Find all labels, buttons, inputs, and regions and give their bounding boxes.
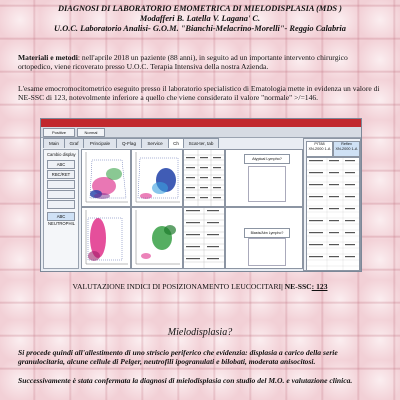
- analyzer-screenshot: [40, 118, 362, 272]
- scatterplot-plt-svg: [132, 208, 182, 268]
- tab-scatter[interactable]: Scat-ter, tab: [183, 138, 219, 148]
- pit88-box: [306, 141, 333, 157]
- blasts-box: [248, 238, 286, 266]
- screenshot-tabs: [41, 138, 301, 148]
- scatterplot-ret-svg: [82, 208, 130, 268]
- poster-authors: Modafferi B. Latella V. Lagana' C.: [139, 14, 261, 23]
- conclusion-heading: Mielodisplasia?: [167, 327, 233, 338]
- sidebar-button-3[interactable]: [47, 180, 75, 189]
- hemo-paragraph: L'esame emocromocitometrico eseguito presso il laboratorio specialistico di Ematologia mette in evidenza un valore di NE-SSC di 123, notevolmente inferiore a quello che viene considerato il valore "normale" >/=146.: [18, 84, 380, 103]
- sidebar-button-4[interactable]: [47, 190, 75, 199]
- results-table: [183, 149, 225, 207]
- scatterplot-wnr: [131, 149, 183, 207]
- caption-text: VALUTAZIONE INDICI DI POSIZIONAMENTO LEUCOCITARI: [72, 282, 282, 291]
- conclusion-section: [10, 294, 390, 400]
- tab-graf[interactable]: Graf: [64, 138, 84, 148]
- figure-caption: [0, 282, 400, 291]
- poster-affiliation: U.O.C. Laboratorio Analisi- G.O.M. "Bianchi-Melacrino-Morelli"- Reggio Calabria: [54, 24, 346, 33]
- methods-paragraph: [18, 53, 382, 72]
- methods-label: Materiali e metodi: [18, 53, 78, 62]
- tab-principale[interactable]: Principale: [83, 138, 117, 148]
- conclusion-paragraph-1: Si procede quindi all'allestimento di uno striscio periferico che evidenzia: displasia a carico della serie granulocitaria, alcune cellule di Pelger, neutrofili ipogranulati e bilobati, moderata anisocitosi.: [18, 348, 338, 367]
- tab-ch[interactable]: Ch: [168, 138, 184, 148]
- pit88-sub: XN-2000 1-A: [308, 147, 331, 151]
- caption-suffix: | NE-SSC: [281, 282, 312, 291]
- scatterplot-ret: [81, 207, 131, 269]
- sidebar-button-neutrophil[interactable]: ABC NEUTROPHIL: [48, 214, 75, 226]
- atypical-lympho-label: Atypical Lympho?: [244, 154, 290, 164]
- display-sidebar: [43, 149, 79, 269]
- scatterplot-wdf: [81, 149, 131, 207]
- sidebar-title: Cambio display: [47, 152, 76, 157]
- results-table-2: [183, 207, 225, 269]
- poster-title: DIAGNOSI DI LABORATORIO EMOMETRICA DI MIELODISPLASIA (MDS ): [58, 4, 342, 13]
- sidebar-button-5[interactable]: [47, 200, 75, 209]
- scatterplot-plt: [131, 207, 183, 269]
- methods-text: : nell'aprile 2018 un paziente (88 anni), in seguito ad un importante intervento chirurgico ortopedico, viene ricoverato presso U.O.C. Terapia Intensiva della nostra Azienda.: [18, 53, 348, 72]
- tab-main[interactable]: Main: [43, 138, 65, 148]
- blasts-panel: [225, 207, 303, 269]
- scatterplot-wnr-svg: [132, 150, 182, 206]
- sidebar-button-rbc[interactable]: RBC/RET: [47, 170, 75, 179]
- blasts-label: Blasts/Abn Lympho?: [244, 228, 290, 238]
- tab-service[interactable]: Service: [141, 138, 169, 148]
- caption-value: : 123: [311, 282, 328, 291]
- normal-button[interactable]: Normal: [77, 128, 105, 137]
- results-table-lines: [184, 150, 224, 206]
- results-table-2-lines: [184, 208, 224, 268]
- pit88-label: PIT88: [314, 142, 325, 146]
- right-results-lines: [307, 158, 359, 270]
- right-results-panel: [303, 138, 361, 271]
- screenshot-toolbar: [41, 127, 361, 138]
- right-results-table: [306, 157, 360, 271]
- positive-button[interactable]: Positive: [43, 128, 75, 137]
- reflex-box[interactable]: [333, 141, 360, 157]
- reflex-sub: XN-2000 1-A: [335, 147, 358, 151]
- screenshot-titlebar: [41, 119, 361, 127]
- atypical-lympho-panel: [225, 149, 303, 207]
- atypical-lympho-box: [248, 166, 286, 202]
- reflex-label: Reflex: [341, 142, 352, 146]
- scatterplot-wdf-svg: [82, 150, 130, 206]
- sidebar-button-abc[interactable]: ABC: [47, 160, 75, 169]
- conclusion-paragraph-2: Successivamente è stata confermata la diagnosi di mielodisplasia con studio del M.O. e valutazione clinica.: [18, 376, 353, 385]
- tab-qflag[interactable]: Q-Flag: [116, 138, 142, 148]
